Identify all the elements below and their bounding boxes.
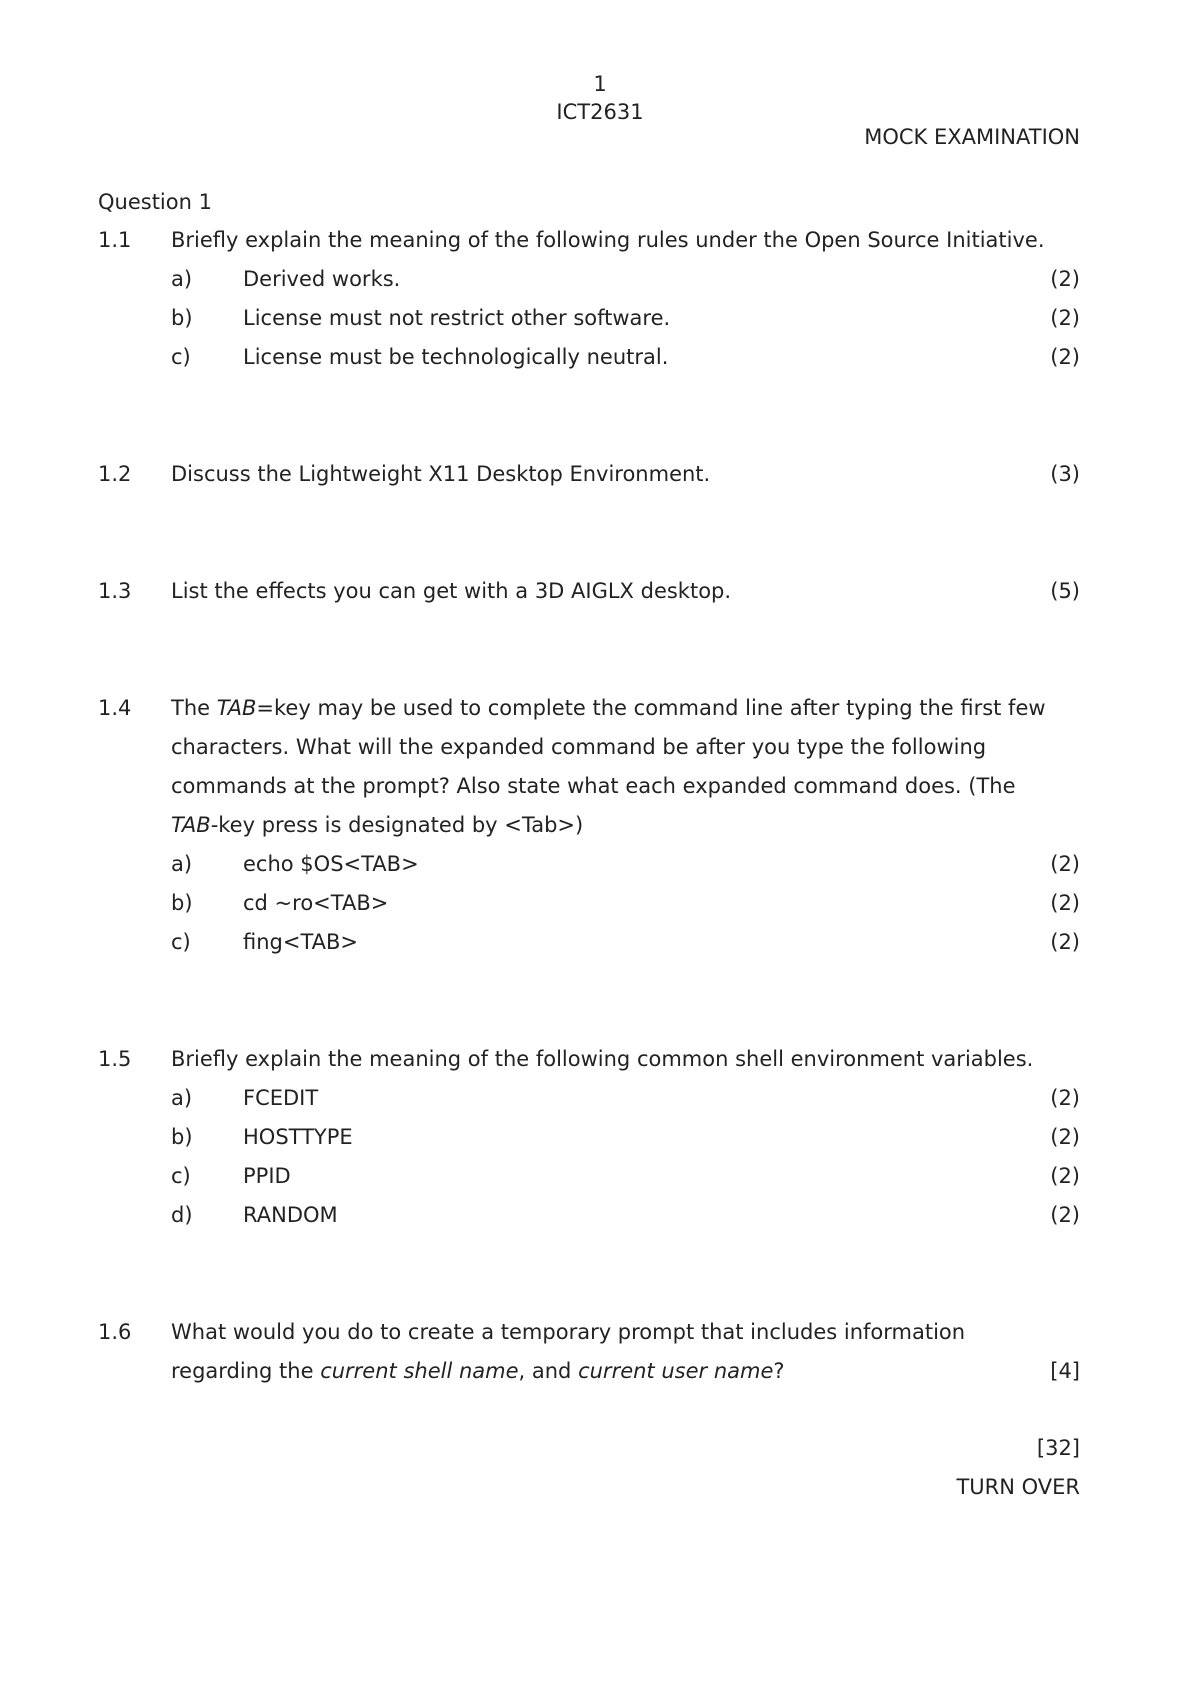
item-marks: (2): [1050, 891, 1080, 915]
item-label: b): [171, 1125, 193, 1149]
item-text: License must be technologically neutral.: [243, 345, 669, 369]
question-text-line: characters. What will the expanded command be after you type the following: [171, 735, 987, 759]
item-marks: (2): [1050, 267, 1080, 291]
item-marks: (2): [1050, 345, 1080, 369]
text-fragment: regarding the: [171, 1359, 321, 1383]
item-label: c): [171, 930, 191, 954]
italic-term: TAB: [171, 813, 211, 837]
question-text-line: [171, 1359, 785, 1383]
item-label: b): [171, 891, 193, 915]
italic-term: TAB: [216, 696, 257, 720]
item-label: a): [171, 267, 193, 291]
item-text: FCEDIT: [243, 1086, 319, 1110]
item-text: Derived works.: [243, 267, 401, 291]
item-marks: (2): [1050, 1164, 1080, 1188]
question-number: 1.3: [98, 579, 132, 603]
total-marks: [32]: [1036, 1436, 1080, 1460]
exam-type: MOCK EXAMINATION: [864, 125, 1080, 149]
italic-term: current shell name: [320, 1359, 519, 1383]
item-label: d): [171, 1203, 193, 1227]
item-marks: (2): [1050, 1125, 1080, 1149]
question-number: 1.2: [98, 462, 132, 486]
item-text: HOSTTYPE: [243, 1125, 353, 1149]
text-fragment: , and: [518, 1359, 579, 1383]
item-label: a): [171, 1086, 193, 1110]
course-code: ICT2631: [556, 100, 644, 124]
question-text: Briefly explain the meaning of the following common shell environment variables.: [171, 1047, 1034, 1071]
text-fragment: ?: [773, 1359, 785, 1383]
italic-term: current user name: [578, 1359, 774, 1383]
turn-over-label: TURN OVER: [956, 1475, 1080, 1499]
question-text: Briefly explain the meaning of the following rules under the Open Source Initiative.: [171, 228, 1045, 252]
question-text: List the effects you can get with a 3D AIGLX desktop.: [171, 579, 732, 603]
text-fragment: The: [171, 696, 217, 720]
item-marks: (2): [1050, 930, 1080, 954]
item-text: RANDOM: [243, 1203, 338, 1227]
question-title: Question 1: [98, 190, 212, 214]
question-marks: (5): [1050, 579, 1080, 603]
question-number: 1.1: [98, 228, 132, 252]
question-text-line: What would you do to create a temporary prompt that includes information: [171, 1320, 966, 1344]
item-text: fing<TAB>: [243, 930, 359, 954]
question-text-line: [171, 813, 583, 837]
item-label: b): [171, 306, 193, 330]
item-text: License must not restrict other software.: [243, 306, 671, 330]
item-text: echo $OS<TAB>: [243, 852, 419, 876]
item-marks: (2): [1050, 1086, 1080, 1110]
question-number: 1.5: [98, 1047, 132, 1071]
page-number: 1: [593, 72, 607, 96]
item-marks: (2): [1050, 306, 1080, 330]
item-marks: (2): [1050, 852, 1080, 876]
question-text: Discuss the Lightweight X11 Desktop Environment.: [171, 462, 711, 486]
item-marks: (2): [1050, 1203, 1080, 1227]
item-text: PPID: [243, 1164, 291, 1188]
text-fragment: -key press is designated by <Tab>): [210, 813, 584, 837]
item-text: cd ~ro<TAB>: [243, 891, 389, 915]
text-fragment: =key may be used to complete the command line after typing the first few: [256, 696, 1046, 720]
question-marks: [4]: [1050, 1359, 1080, 1383]
question-number: 1.6: [98, 1320, 132, 1344]
question-text-line: [171, 696, 1046, 720]
question-text-line: commands at the prompt? Also state what each expanded command does. (The: [171, 774, 1016, 798]
item-label: a): [171, 852, 193, 876]
item-label: c): [171, 345, 191, 369]
item-label: c): [171, 1164, 191, 1188]
question-number: 1.4: [98, 696, 132, 720]
question-marks: (3): [1050, 462, 1080, 486]
